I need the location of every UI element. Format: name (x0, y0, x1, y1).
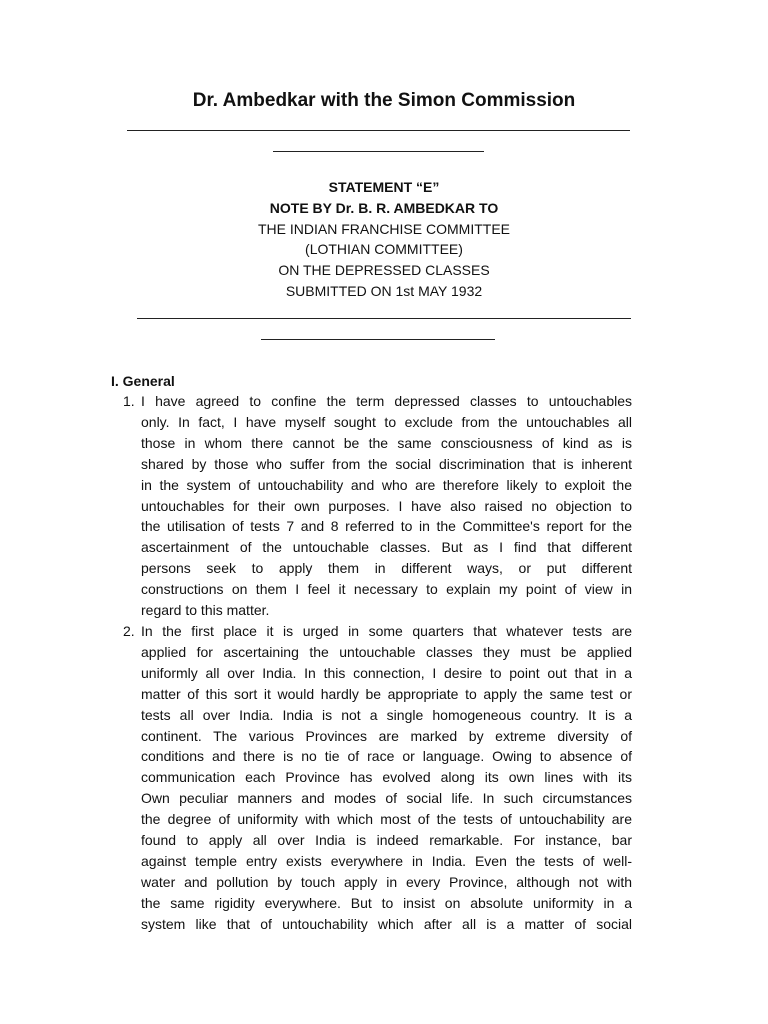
paragraph (123, 391, 632, 621)
text-line: conditions and there is no tie of race or language. Owing to absence of (141, 748, 632, 765)
text-line: In the first place it is urged in some quarters that whatever tests are (141, 623, 632, 639)
paragraph-number: 1. (123, 393, 135, 409)
divider (137, 318, 631, 319)
section-heading: I. General (111, 373, 175, 389)
text-line: Own peculiar manners and modes of social life. In such circumstances (141, 790, 632, 807)
text-line: constructions on them I feel it necessary to explain my point of view in (141, 581, 632, 598)
text-line: water and pollution by touch apply in every Province, although not with (141, 873, 632, 890)
text-line: tests all over India. India is not a single homogeneous country. It is a (141, 706, 632, 723)
divider (127, 130, 630, 131)
text-line: shared by those who suffer from the social discrimination that is inherent (141, 455, 632, 472)
statement-line: ON THE DEPRESSED CLASSES (278, 262, 490, 279)
text-line: I have agreed to confine the term depressed classes to untouchables (141, 393, 632, 409)
text-line: ascertainment of the untouchable classes. But as I find that different (141, 539, 632, 556)
text-line: continent. The various Provinces are marked by extreme diversity of (141, 727, 632, 744)
text-line: uniformly all over India. In this connection, I desire to point out that in a (141, 664, 632, 681)
text-line: against temple entry exists everywhere in India. Even the tests of well- (141, 852, 632, 869)
page-title: Dr. Ambedkar with the Simon Commission (192, 90, 576, 111)
text-line: communication each Province has evolved along its own lines with its (141, 769, 632, 786)
paragraph (123, 621, 632, 935)
text-line: found to apply all over India is indeed remarkable. For instance, bar (141, 832, 632, 849)
divider (261, 339, 495, 340)
text-line: only. In fact, I have myself sought to exclude from the untouchables all (141, 413, 632, 430)
statement-line: SUBMITTED ON 1st MAY 1932 (285, 282, 483, 299)
text-line: matter of this sort it would hardly be appropriate to apply the same test or (141, 685, 632, 702)
text-line: applied for ascertaining the untouchable classes they must be applied (141, 643, 632, 660)
text-line: untouchables for their own purposes. I have also raised no objection to (141, 497, 632, 514)
text-line: those in whom there cannot be the same consciousness of kind as is (141, 434, 632, 451)
statement-header (0, 177, 768, 302)
statement-line: (LOTHIAN COMMITTEE) (305, 241, 463, 258)
text-line: the utilisation of tests 7 and 8 referred to in the Committee's report for the (141, 518, 632, 535)
statement-heading: STATEMENT “E” (328, 179, 440, 195)
text-line: the same rigidity everywhere. But to insist on absolute uniformity in a (141, 894, 632, 911)
text-line: regard to this matter. (141, 602, 270, 619)
text-line: in the system of untouchability and who are therefore likely to exploit the (141, 476, 632, 493)
paragraph-number: 2. (123, 623, 135, 639)
text-line: the degree of uniformity with which most of the tests of untouchability are (141, 811, 632, 828)
divider (273, 151, 484, 152)
text-line: system like that of untouchability which after all is a matter of social (141, 915, 632, 932)
text-line: persons seek to apply them in different ways, or put different (141, 560, 632, 577)
statement-subheading: NOTE BY Dr. B. R. AMBEDKAR TO (269, 199, 499, 216)
statement-line: THE INDIAN FRANCHISE COMMITTEE (257, 220, 510, 237)
